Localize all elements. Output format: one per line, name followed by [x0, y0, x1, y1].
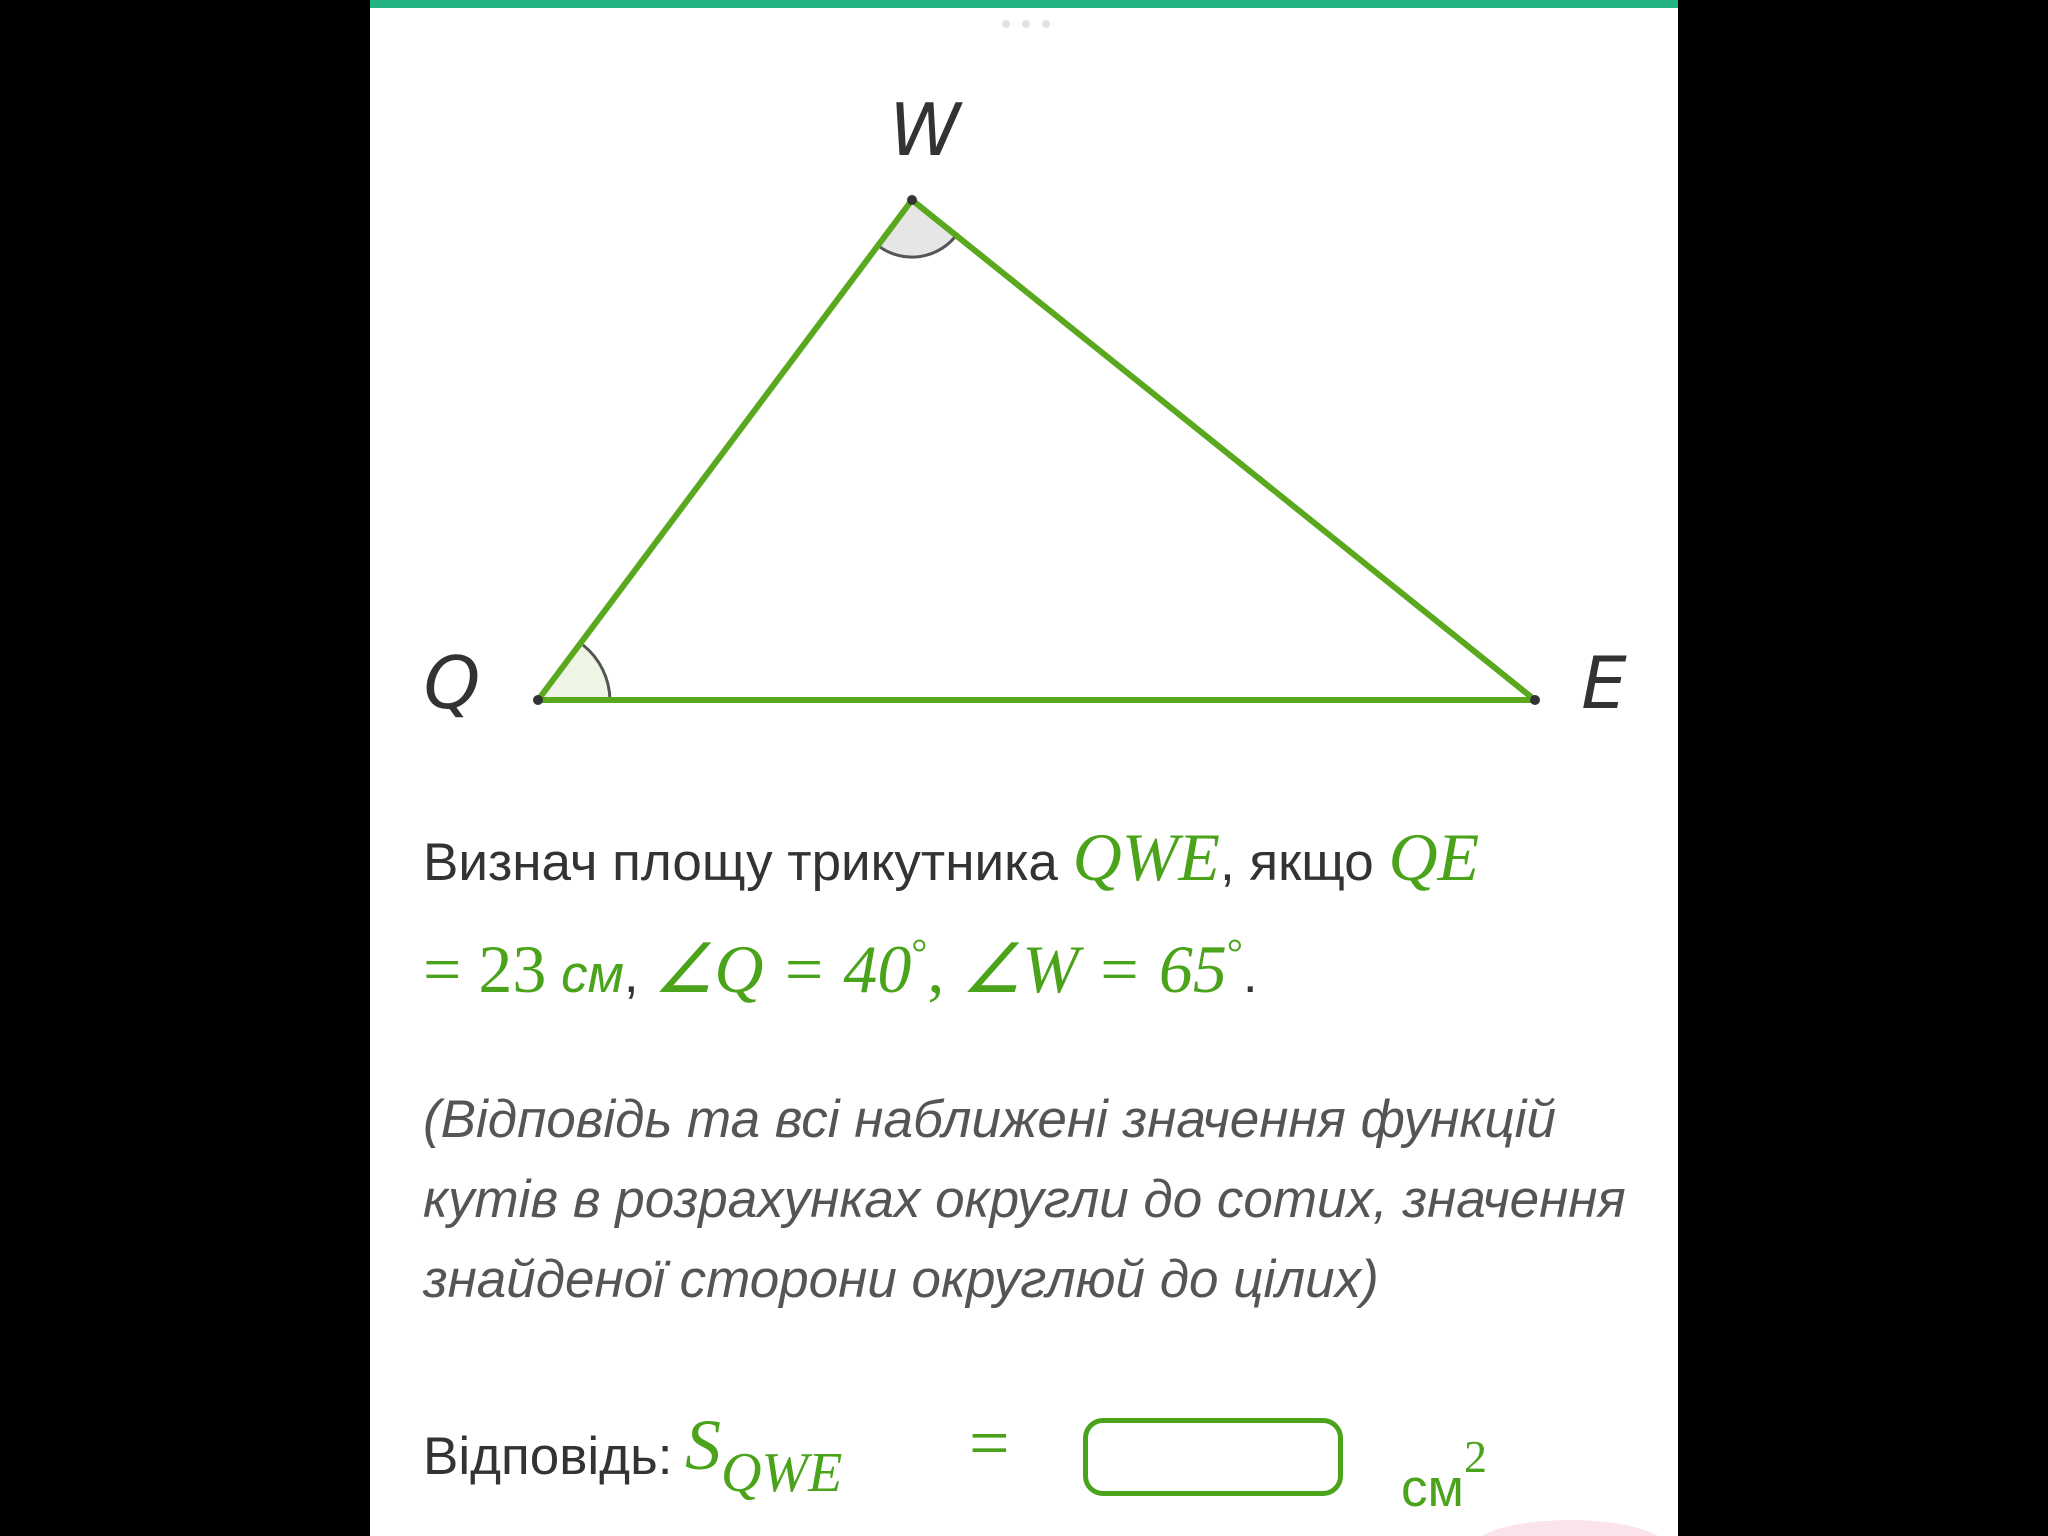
side-name: QE — [1388, 819, 1480, 895]
answer-row — [423, 1380, 1643, 1530]
vertex-label-w: W — [889, 88, 961, 172]
degree-sign: ° — [911, 930, 928, 975]
unit-power: 2 — [1463, 1431, 1487, 1482]
unit-text: см — [1401, 1459, 1464, 1518]
triangle-figure — [370, 0, 1678, 760]
vertex-label-e: E — [1581, 641, 1627, 725]
degree-sign: ° — [1226, 930, 1243, 975]
angle-q-value: ∠Q = 40 — [653, 931, 912, 1007]
side-value: = 23 — [423, 931, 547, 1007]
question-intro: Визнач площу трикутника — [423, 833, 1073, 892]
rounding-note: (Відповідь та всі наближені значення функцій кутів в розрахунках округли до сотих, значення знайденої сторони округлюй до цілих) — [423, 1090, 1626, 1309]
task-panel — [370, 0, 1678, 1536]
triangle-name: QWE — [1072, 819, 1220, 895]
area-symbol: S — [685, 1405, 721, 1485]
vertex-label-q: Q — [423, 641, 481, 725]
equals-sign: = — [969, 1403, 1010, 1483]
answer-label: Відповідь: — [423, 1427, 673, 1486]
triangle-qwe — [538, 200, 1535, 700]
comma: , — [623, 945, 654, 1004]
question-text — [423, 812, 1643, 1020]
answer-unit — [1401, 1430, 1487, 1519]
vertex-dot-q — [533, 695, 543, 705]
area-subscript: QWE — [721, 1442, 843, 1504]
comma: , — [927, 931, 962, 1007]
period: . — [1242, 945, 1258, 1004]
vertex-dot-e — [1530, 695, 1540, 705]
area-variable — [685, 1404, 842, 1505]
answer-input[interactable] — [1083, 1418, 1343, 1496]
vertex-dot-w — [907, 195, 917, 205]
if-word: , якщо — [1219, 833, 1389, 892]
angle-w-value: ∠W = 65 — [961, 931, 1227, 1007]
side-unit: см — [546, 945, 624, 1004]
